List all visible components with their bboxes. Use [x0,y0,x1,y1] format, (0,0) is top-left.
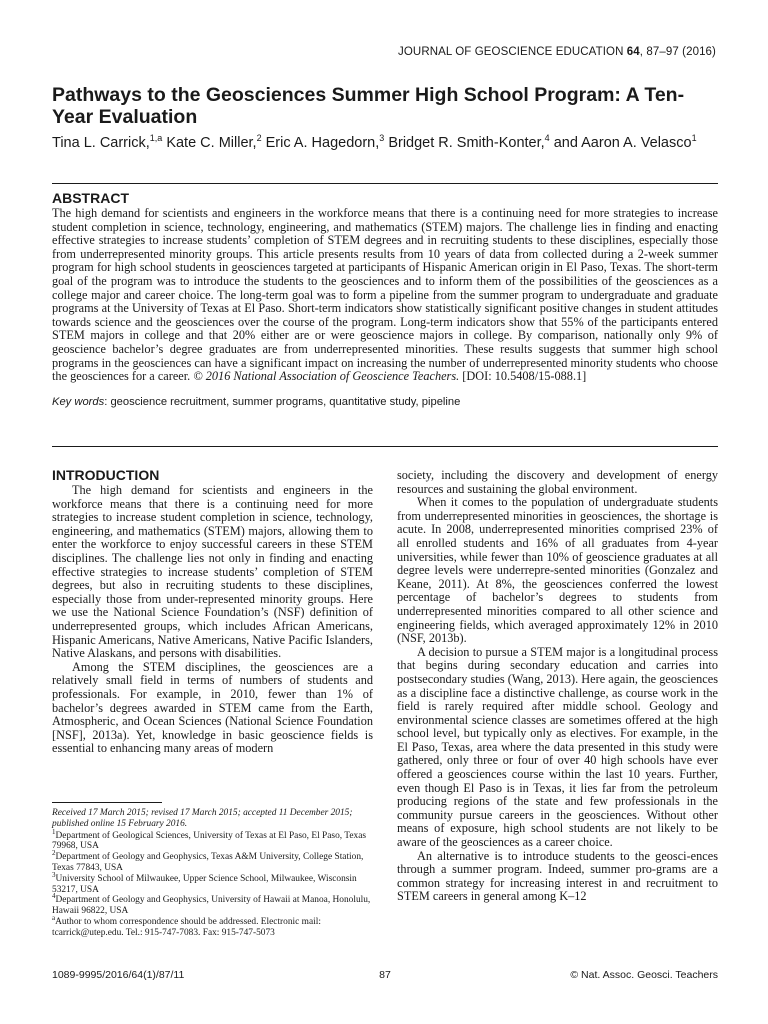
paragraph: Among the STEM disciplines, the geosciences are a relatively small field in terms of numbers of students and professionals. For example, in 2010, fewer than 1% of bachelor’s degrees awarded in STEM came from the Earth, Atmospheric, and Ocean Sciences (National Science Foundation [NSF], 2013a). Yet, knowledge in basic geoscience fields is essential to enhancing many areas of modern [52,659,373,756]
footnotes [52,808,373,939]
article-title: Pathways to the Geosciences Summer High School Program: A Ten-Year Evaluation [52,84,685,128]
abstract-divider [52,446,718,447]
paragraph: An alternative is to introduce students to the geosci-ences through a summer program. Indeed, summer pro-grams are a common strategy for increasing interest in and recruitment to STEM careers in general among K–12 [397,848,718,904]
correspondence-note: $^a$Author to whom correspondence should be addressed. Electronic mail: tcarrick@utep.edu. Tel.: 915-747-7083. Fax: 915-747-5073 [52,913,321,938]
journal-pages: , 87–97 (2016) [639,46,716,58]
article-dates: Received 17 March 2015; revised 17 March 2015; accepted 11 December 2015; published online 15 February 2016. [52,808,353,829]
paragraph: The high demand for scientists and engineers in the workforce means that there is a continuing need for more strategies to increase student completion in science, technology, engineering, and mathematics (STEM) majors, allowing them to enter the workforce to enjoy successful careers in these STEM disciplines. The challenge lies not only in finding and enacting effective strategies to increase students’ completion of STEM degrees, but also in recruiting students to these disciplines, especially those from under-represented minority groups. Here we use the National Science Foundation’s (NSF) definition of underrepresented groups, which includes African Americans, Hispanic Americans, Native Americans, Native Pacific Islanders, Native Alaskans, and persons with disabilities. [52,483,373,661]
keywords-label: Key words [52,395,105,408]
abstract-heading: ABSTRACT [52,190,129,206]
body-column-right [397,469,718,904]
affiliation-note: $^2$Department of Geology and Geophysics, Texas A&M University, College Station, Texas 77843, USA [52,849,364,873]
page-number: 87 [379,969,391,981]
footer-copyright: © Nat. Assoc. Geosci. Teachers [570,969,718,981]
journal-name: JOURNAL OF GEOSCIENCE EDUCATION [398,46,624,58]
affiliation-note: $^1$Department of Geological Sciences, University of Texas at El Paso, El Paso, Texas 79968, USA [52,827,367,852]
author-list [52,135,722,151]
author: Kate C. Miller,$^2$ [166,133,262,151]
journal-header [398,46,716,58]
keywords-list: : geoscience recruitment, summer programs, quantitative study, pipeline [104,395,461,408]
paragraph: A decision to pursue a STEM major is a longitudinal process that begins during secondary education and carries into postsecondary studies (Wang, 2013). Here again, the geosciences as a discipline face a distinctive challenge, as course work in the field is rarely required after middle school. Geology and environmental science classes are sometimes offered at the high school level, but typically only as electives. For example, in the El Paso, Texas, area where the data presented in this study were gathered, only three or four of over 40 high schools have ever offered a geosciences course within the last 10 years. Further, even though El Paso is in Texas, it lies far from the petroleum producing regions of the state and few professionals in the community pursue careers in the geosciences. Without other means of exposure, high school students are not likely to be aware of the geosciences as a career choice. [397,644,718,850]
affiliation-note: $^4$Department of Geology and Geophysics, University of Hawaii at Manoa, Honolulu, Hawaii 96822, USA [52,892,371,917]
introduction-heading: INTRODUCTION [52,467,160,483]
page-footer [52,969,718,983]
paragraph: society, including the discovery and development of energy resources and sustaining the global environment. [397,468,718,496]
author: Bridget R. Smith-Konter,$^4$ [388,133,550,151]
footnote-divider [52,802,162,803]
affiliation-note: $^3$University School of Milwaukee, Upper Science School, Milwaukee, Wisconsin 53217, USA [52,870,357,895]
keywords [52,395,718,409]
paragraph: When it comes to the population of undergraduate students from underrepresented minorities in geosciences, the shortage is acute. In 2008, underrepresented minorities comprised 23% of all enrolled students and 16% of all graduates from 4-year universities, while fewer than 10% of geoscience graduates at all degree levels were underrepre-sented minorities (Gonzalez and Keane, 2011). At 8%, the geosciences conferred the lowest percentage of bachelor’s degrees to students from underrepresented minorities compared to all other science and engineering fields, which averaged approximately 12% in 2010 (NSF, 2013b). [397,495,718,646]
journal-volume: 64 [626,46,640,58]
author: Eric A. Hagedorn,$^3$ [265,133,385,151]
issn-code: 1089-9995/2016/64(1)/87/11 [52,969,185,981]
abstract-copyright: © 2016 National Association of Geoscience Teachers. [193,369,460,384]
abstract-doi: [DOI: 10.5408/15-088.1] [462,369,587,384]
abstract-text: The high demand for scientists and engineers in the workforce means that there is a continuing need for more strategies to increase student completion in science, technology, engineering, and mathematics (STEM) majors. The challenge lies in finding and enacting effective strategies to increase students’ completion of STEM degrees and in recruiting students to these disciplines, especially those from underrepresented minority groups. This article presents results from 10 years of data from collected during a 2-week summer program for high school students in geosciences targeted at participants of Hispanic American origin in El Paso, Texas. The short-term goal of the program was to introduce the students to the geosciences and to inform them of the possibilities of the geosciences as a college major and career choice. The long-term goal was to form a pipeline from the summer program to undergraduate and graduate programs at the University of Texas at El Paso. Short-term indicators show statistically significant positive changes in student attitudes towards science and the geosciences over the course of the program. Long-term indicators show that 55% of the participants entered STEM majors in college and that 20% either are or were geoscience majors in college. By comparison, nationally only 9% of geoscience bachelor’s degree graduates are from underrepresented minorities. These results suggests that summer high school programs in the geosciences can have a significant impact on increasing the number of underrepresented minority students who choose the geosciences for a career. © 2016 National Association of Geoscience Teachers. [DOI: 10.5408/15-088.1] [52,206,718,384]
body-column-left [52,467,373,756]
author: and Aaron A. Velasco$^1$ [553,133,697,151]
author: Tina L. Carrick,$^{1,a}$ [52,133,163,151]
abstract-section [52,183,718,409]
